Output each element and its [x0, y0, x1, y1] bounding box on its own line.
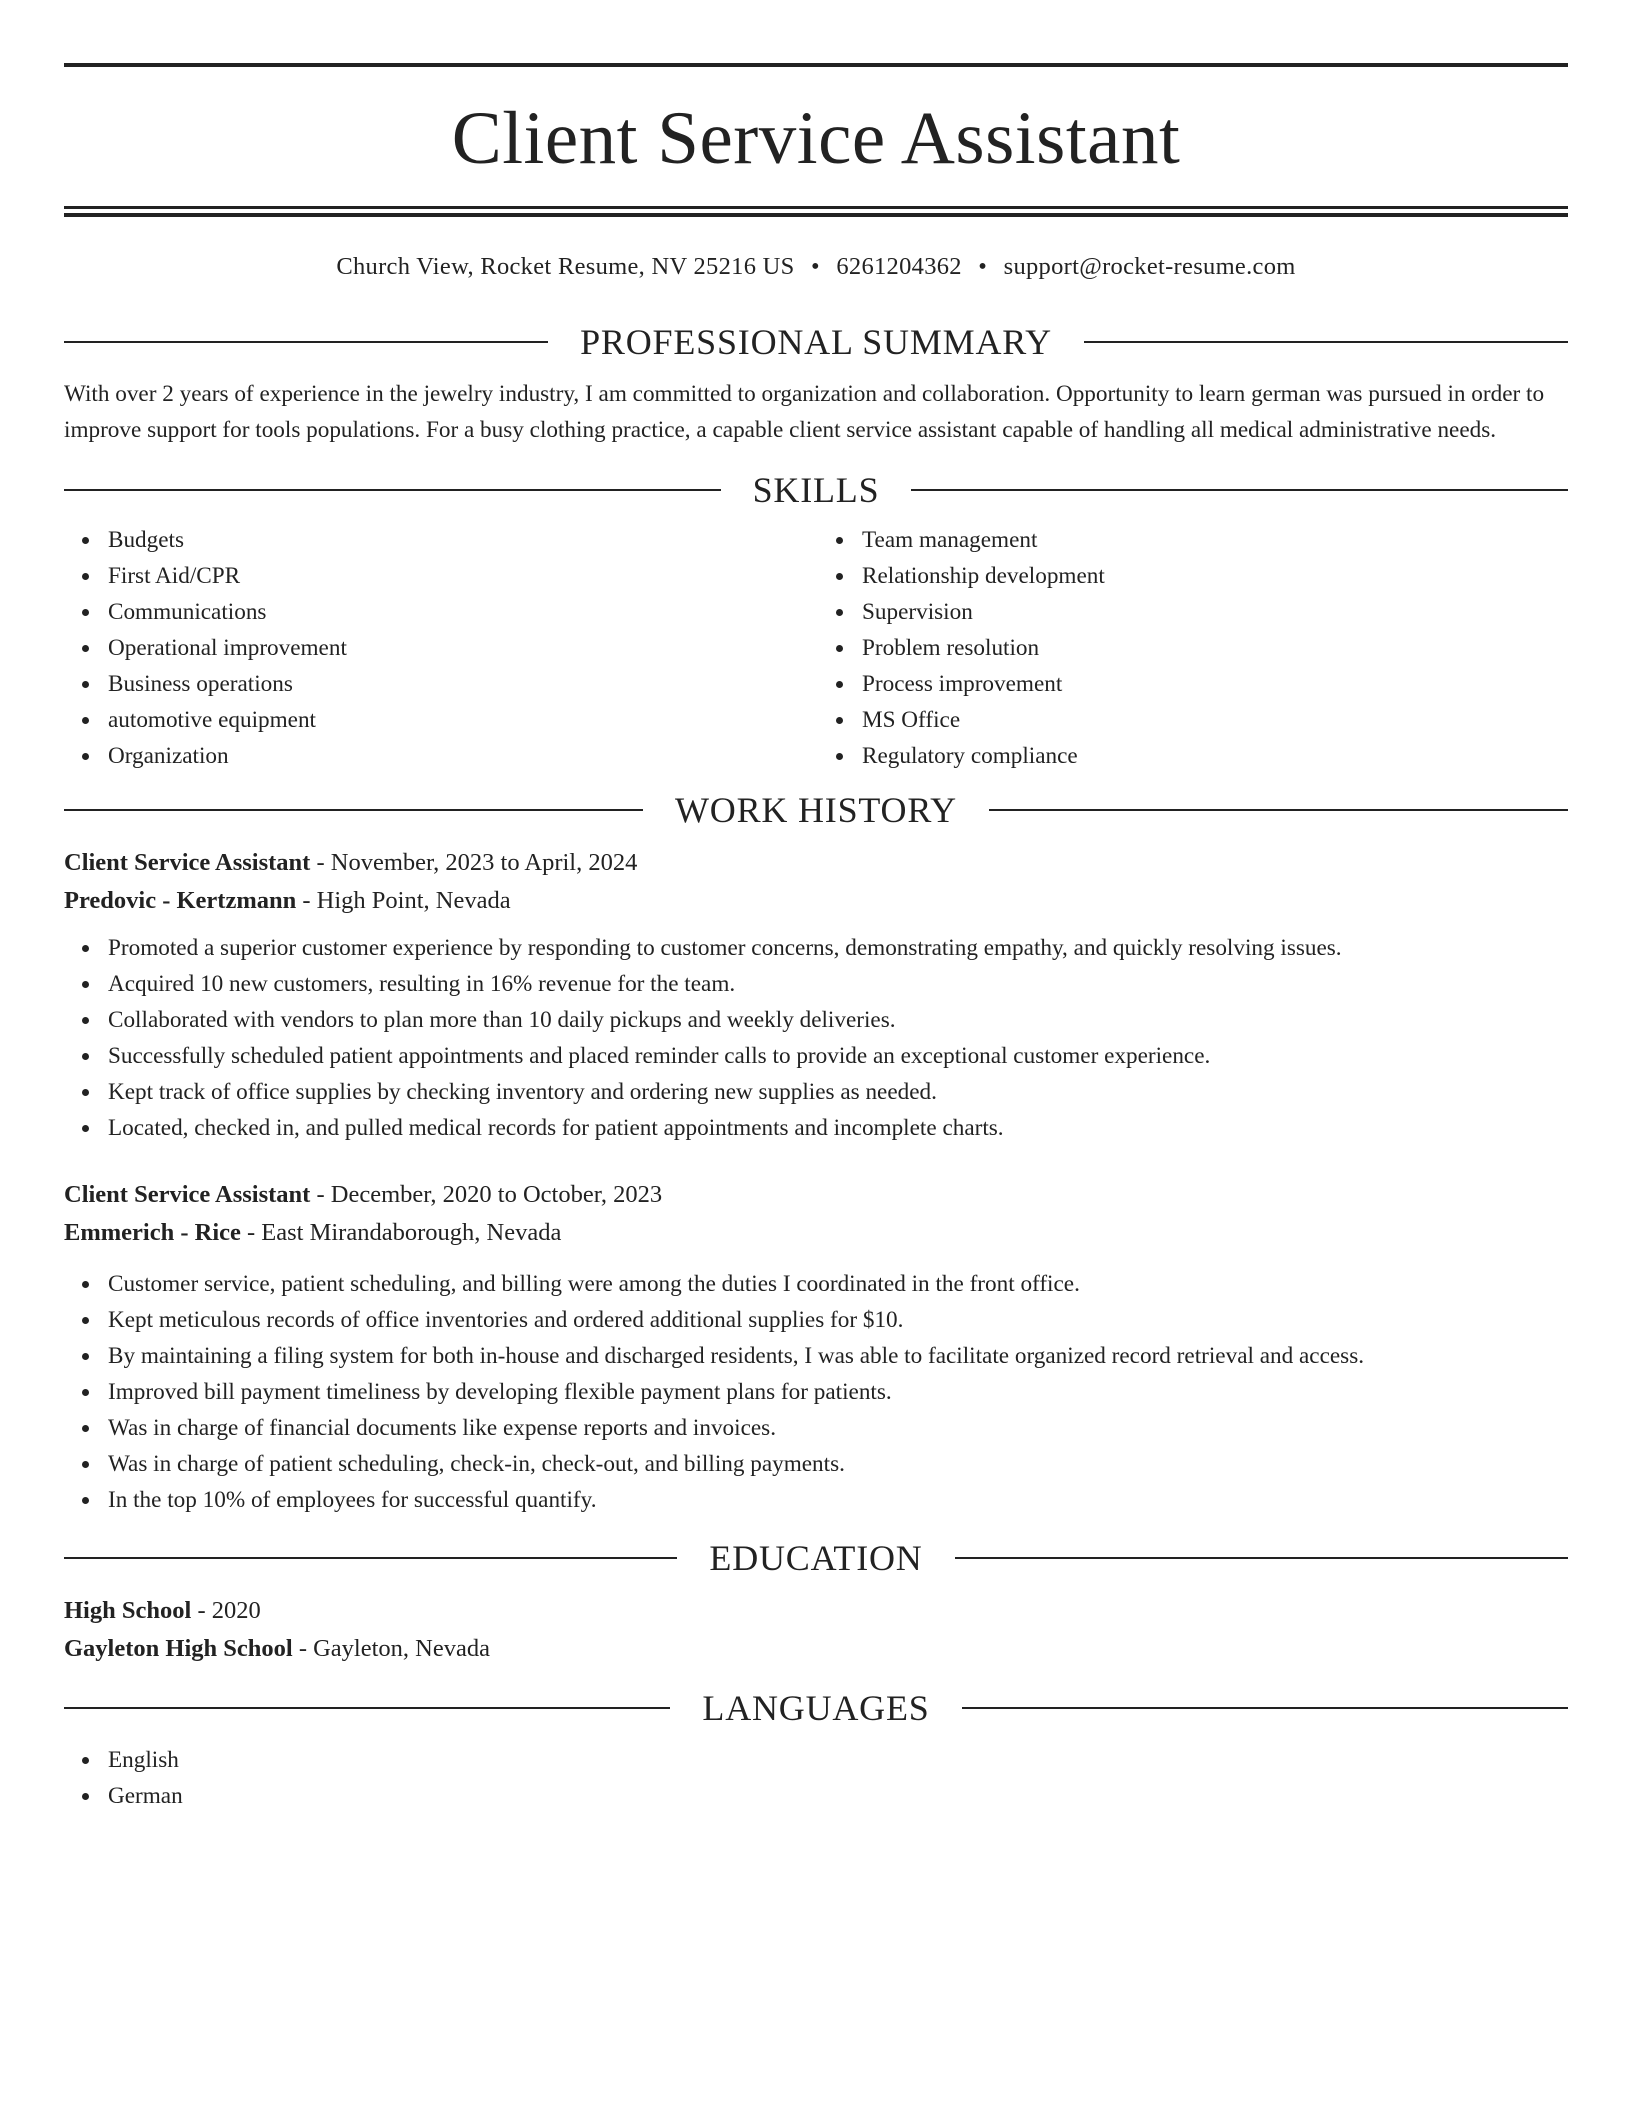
job-dates: - November, 2023 to April, 2024: [310, 849, 638, 876]
section-rule: [64, 1557, 677, 1559]
skills-list-left: [64, 522, 806, 774]
section-rule: [1084, 341, 1568, 343]
contact-separator: •: [978, 253, 988, 280]
job-bullet: Was in charge of financial documents like expense reports and invoices.: [108, 1410, 1568, 1446]
double-rule: [64, 206, 1568, 217]
education-entry: [64, 1592, 1568, 1668]
job-entry: [64, 844, 1568, 1146]
skills-list-right: [806, 522, 1105, 774]
top-rule: [64, 63, 1568, 67]
skill-item: Communications: [108, 594, 806, 630]
job-dates: - December, 2020 to October, 2023: [310, 1181, 663, 1208]
job-bullet: Customer service, patient scheduling, and billing were among the duties I coordinated in the front office.: [108, 1266, 1568, 1302]
skills-columns: [64, 522, 1568, 774]
section-rule: [962, 1707, 1568, 1709]
skill-item: Business operations: [108, 666, 806, 702]
job-entry: [64, 1176, 1568, 1518]
education-school-line: [64, 1630, 1568, 1668]
education-year: - 2020: [191, 1597, 261, 1624]
languages-list: [64, 1742, 1568, 1814]
job-company: Emmerich - Rice: [64, 1219, 241, 1246]
job-bullet: Acquired 10 new customers, resulting in 16% revenue for the team.: [108, 966, 1568, 1002]
skill-item: Team management: [862, 522, 1105, 558]
contact-separator: •: [811, 253, 820, 280]
education-degree-line: [64, 1592, 1568, 1630]
contact-phone: 6261204362: [836, 253, 962, 280]
job-company-line: [64, 1214, 1568, 1252]
job-company-line: [64, 882, 1568, 920]
job-bullet: By maintaining a filing system for both in-house and discharged residents, I was able to facilitate organized record retrieval and access.: [108, 1338, 1568, 1374]
skill-item: Regulatory compliance: [862, 738, 1105, 774]
section-title-work: WORK HISTORY: [675, 790, 957, 830]
section-title-education: EDUCATION: [709, 1538, 923, 1578]
job-company: Predovic - Kertzmann: [64, 887, 297, 914]
resume-name: Client Service Assistant: [451, 97, 1181, 180]
job-role: Client Service Assistant: [64, 849, 311, 876]
section-header-education: [64, 1536, 1568, 1580]
section-title-languages: LANGUAGES: [702, 1688, 930, 1728]
contact-address: Church View, Rocket Resume, NV 25216 US: [336, 253, 795, 280]
job-title-line: [64, 1176, 1568, 1214]
skill-item: Process improvement: [862, 666, 1105, 702]
education-school: Gayleton High School: [64, 1635, 293, 1662]
job-bullet: Was in charge of patient scheduling, check-in, check-out, and billing payments.: [108, 1446, 1568, 1482]
skill-item: Organization: [108, 738, 806, 774]
section-title-summary: PROFESSIONAL SUMMARY: [580, 322, 1052, 362]
job-bullets: [64, 1266, 1568, 1518]
resume-page: [64, 0, 1568, 1814]
contact-line: [64, 252, 1568, 282]
job-bullet: Kept meticulous records of office inventories and ordered additional supplies for $10.: [108, 1302, 1568, 1338]
job-bullet: Successfully scheduled patient appointments and placed reminder calls to provide an exceptional customer experience.: [108, 1038, 1568, 1074]
job-bullet: Collaborated with vendors to plan more than 10 daily pickups and weekly deliveries.: [108, 1002, 1568, 1038]
section-title-skills: SKILLS: [752, 470, 880, 510]
skill-item: Relationship development: [862, 558, 1105, 594]
skill-item: Supervision: [862, 594, 1105, 630]
language-item: English: [108, 1742, 1568, 1778]
job-role: Client Service Assistant: [64, 1181, 311, 1208]
section-header-summary: [64, 320, 1568, 364]
section-rule: [64, 341, 548, 343]
section-rule: [955, 1557, 1568, 1559]
education-degree: High School: [64, 1597, 192, 1624]
skill-item: Problem resolution: [862, 630, 1105, 666]
section-header-languages: [64, 1686, 1568, 1730]
section-header-skills: [64, 468, 1568, 512]
job-bullet: Improved bill payment timeliness by developing flexible payment plans for patients.: [108, 1374, 1568, 1410]
section-header-work: [64, 788, 1568, 832]
job-bullets: [64, 930, 1568, 1146]
section-rule: [989, 809, 1568, 811]
section-rule: [911, 489, 1568, 491]
section-rule: [64, 809, 643, 811]
section-rule: [64, 489, 721, 491]
section-rule: [64, 1707, 670, 1709]
job-bullet: Located, checked in, and pulled medical records for patient appointments and incomplete charts.: [108, 1110, 1568, 1146]
language-item: German: [108, 1778, 1568, 1814]
skill-item: First Aid/CPR: [108, 558, 806, 594]
job-bullet: In the top 10% of employees for successful quantify.: [108, 1482, 1568, 1518]
job-bullet: Promoted a superior customer experience by responding to customer concerns, demonstrating empathy, and quickly resolving issues.: [108, 930, 1568, 966]
contact-email: support@rocket-resume.com: [1003, 253, 1296, 280]
skill-item: Budgets: [108, 522, 806, 558]
skill-item: automotive equipment: [108, 702, 806, 738]
skill-item: MS Office: [862, 702, 1105, 738]
job-title-line: [64, 844, 1568, 882]
summary-text: With over 2 years of experience in the jewelry industry, I am committed to organization and collaboration. Opportunity to learn german was pursued in order to improve support for tools populations. For a busy clothing practice, a capable client service assistant capable of handling all medical administrative needs.: [64, 381, 1545, 443]
job-bullet: Kept track of office supplies by checking inventory and ordering new supplies as needed.: [108, 1074, 1568, 1110]
job-location: - High Point, Nevada: [296, 887, 511, 914]
education-location: - Gayleton, Nevada: [292, 1635, 490, 1662]
skill-item: Operational improvement: [108, 630, 806, 666]
job-location: - East Mirandaborough, Nevada: [240, 1219, 562, 1246]
